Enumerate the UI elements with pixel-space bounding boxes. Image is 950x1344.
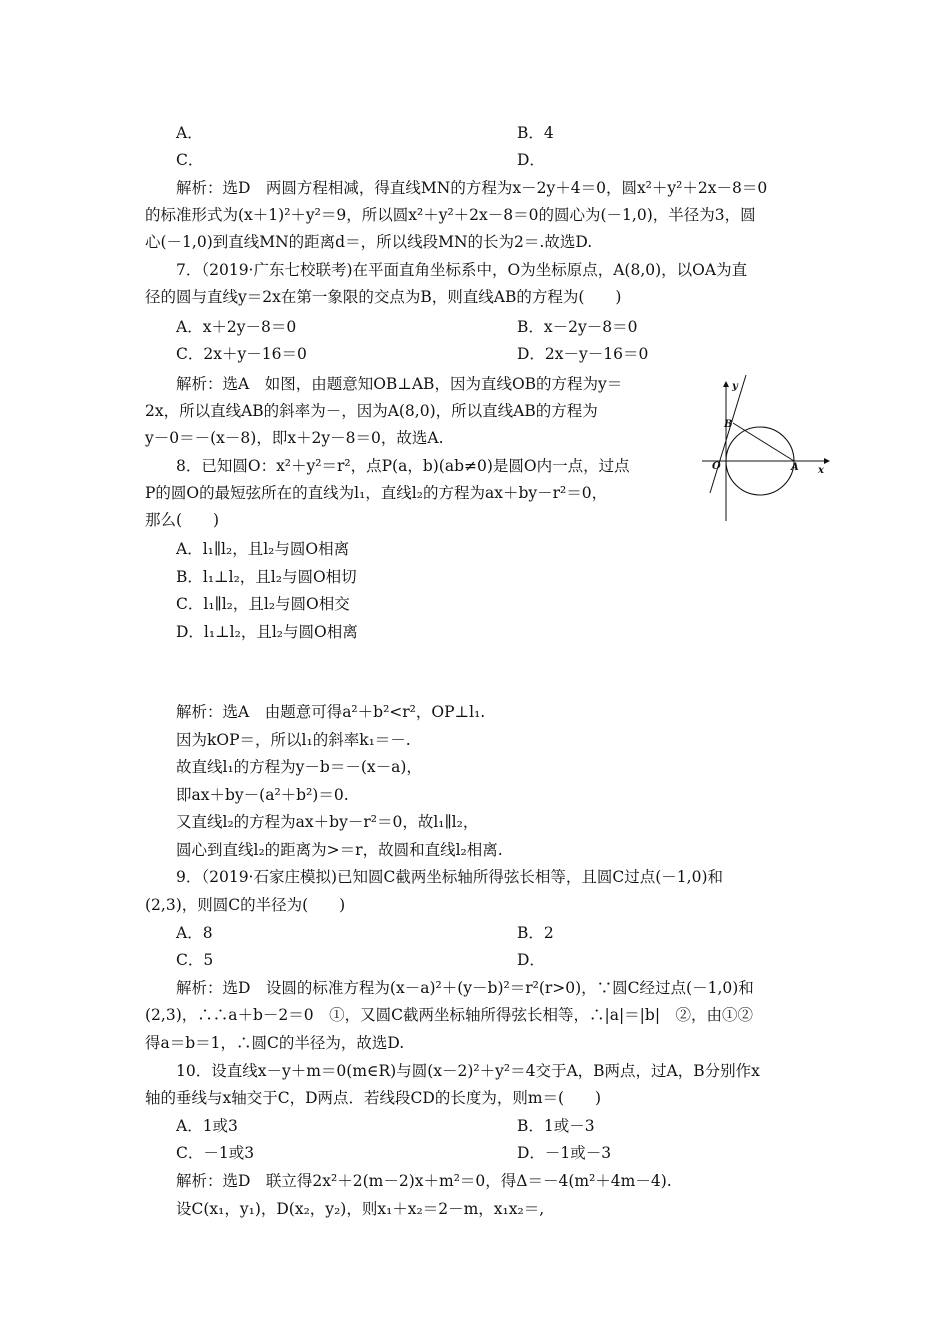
option-b: B．x－2y－8＝0 — [517, 318, 638, 336]
geometry-figure — [700, 373, 830, 523]
option-b: B．2 — [517, 924, 554, 942]
segment-ab — [733, 423, 794, 461]
solution-line: y－0＝－(x－8)，即x＋2y－8＝0，故选A. — [145, 429, 444, 447]
label-b: B — [724, 419, 733, 430]
question-9-cont: (2,3)，则圆C的半径为( ) — [145, 896, 346, 914]
label-y: y — [732, 381, 738, 392]
solution-line: 解析：选A 如图，由题意知OB⊥AB，因为直线OB的方程为y＝ — [176, 375, 623, 393]
label-o: O — [712, 461, 721, 472]
label-a: A — [791, 462, 799, 473]
option-d: D． — [517, 151, 545, 169]
solution-line: 解析：选D 两圆方程相减，得直线MN的方程为x－2y＋4＝0，圆x²＋y²＋2x－8＝0 — [176, 179, 768, 197]
question-8: 8．已知圆O：x²＋y²＝r²，点P(a，b)(ab≠0)是圆O内一点，过点 — [176, 457, 630, 475]
solution-line: 的标准形式为(x＋1)²＋y²＝9，所以圆x²＋y²＋2x－8＝0的圆心为(－1,0)，半径为3，圆 — [145, 206, 756, 224]
solution-line: 解析：选D 联立得2x²＋2(m－2)x＋m²＝0，得Δ＝－4(m²＋4m－4). — [176, 1172, 672, 1190]
y-axis-arrow — [723, 381, 729, 387]
option-c: C．5 — [176, 951, 214, 969]
option-d: D．－1或－3 — [517, 1144, 612, 1162]
solution-line: 即ax＋by－(a²＋b²)＝0. — [176, 786, 349, 804]
solution-line: 设C(x₁，y₁)，D(x₂，y₂)，则x₁＋x₂＝2－m，x₁x₂＝, — [176, 1200, 545, 1218]
question-7: 7．（2019·广东七校联考)在平面直角坐标系中，O为坐标原点，A(8,0)，以OA为直 — [176, 261, 748, 279]
option-a: A．1或3 — [176, 1117, 238, 1135]
circle-diagram — [700, 373, 830, 523]
option-b: B．1或－3 — [517, 1117, 595, 1135]
solution-line: 解析：选D 设圆的标准方程为(x－a)²＋(y－b)²＝r²(r>0)，∵圆C经过点(－1,0)和 — [176, 979, 754, 997]
label-x: x — [818, 465, 824, 476]
solution-line: 又直线l₂的方程为ax＋by－r²＝0，故l₁∥l₂， — [176, 813, 479, 831]
option-d: D．l₁⊥l₂，且l₂与圆O相离 — [176, 623, 358, 641]
question-9: 9．（2019·石家庄模拟)已知圆C截两坐标轴所得弦长相等，且圆C过点(－1,0)和 — [176, 868, 723, 886]
option-a: A．8 — [176, 924, 213, 942]
question-10-cont: 轴的垂线与x轴交于C，D两点．若线段CD的长度为，则m＝( ) — [145, 1089, 602, 1107]
solution-line: 解析：选A 由题意可得a²＋b²<r²，OP⊥l₁. — [176, 703, 486, 721]
line-ob — [710, 375, 746, 493]
question-8-cont: 那么( ) — [145, 511, 220, 529]
option-c: C．2x＋y－16＝0 — [176, 345, 307, 363]
option-b: B．l₁⊥l₂，且l₂与圆O相切 — [176, 568, 357, 586]
option-c: C．－1或3 — [176, 1144, 255, 1162]
x-axis-arrow — [824, 458, 830, 464]
solution-line: 得a＝b＝1，∴圆C的半径为，故选D. — [145, 1034, 405, 1052]
option-d: D． — [517, 951, 545, 969]
option-c: C．l₁∥l₂，且l₂与圆O相交 — [176, 595, 350, 613]
question-8-cont: P的圆O的最短弦所在的直线为l₁，直线l₂的方程为ax＋by－r²＝0， — [145, 484, 608, 502]
question-10: 10．设直线x－y＋m＝0(m∈R)与圆(x－2)²＋y²＝4交于A，B两点，过A，B分别作x — [176, 1062, 760, 1080]
solution-line: 心(－1,0)到直线MN的距离d＝，所以线段MN的长为2＝.故选D. — [145, 233, 593, 251]
option-a: A．l₁∥l₂，且l₂与圆O相离 — [176, 540, 350, 558]
solution-line: (2,3)，∴∴a＋b－2＝0 ①，又圆C截两坐标轴所得弦长相等，∴|a|＝|b| ②，由①② — [145, 1006, 754, 1024]
solution-line: 圆心到直线l₂的距离为>＝r，故圆和直线l₂相离. — [176, 841, 503, 859]
option-a: A．x＋2y－8＝0 — [176, 318, 297, 336]
option-c: C． — [176, 151, 204, 169]
solution-line: 故直线l₁的方程为y－b＝－(x－a)， — [176, 758, 422, 776]
option-a: A． — [176, 124, 203, 142]
solution-line: 因为kOP＝，所以l₁的斜率k₁＝－. — [176, 731, 411, 749]
option-b: B．4 — [517, 124, 554, 142]
option-d: D．2x－y－16＝0 — [517, 345, 649, 363]
question-7-cont: 径的圆与直线y＝2x在第一象限的交点为B，则直线AB的方程为( ) — [145, 288, 622, 306]
solution-line: 2x，所以直线AB的斜率为－，因为A(8,0)，所以直线AB的方程为 — [145, 402, 598, 420]
